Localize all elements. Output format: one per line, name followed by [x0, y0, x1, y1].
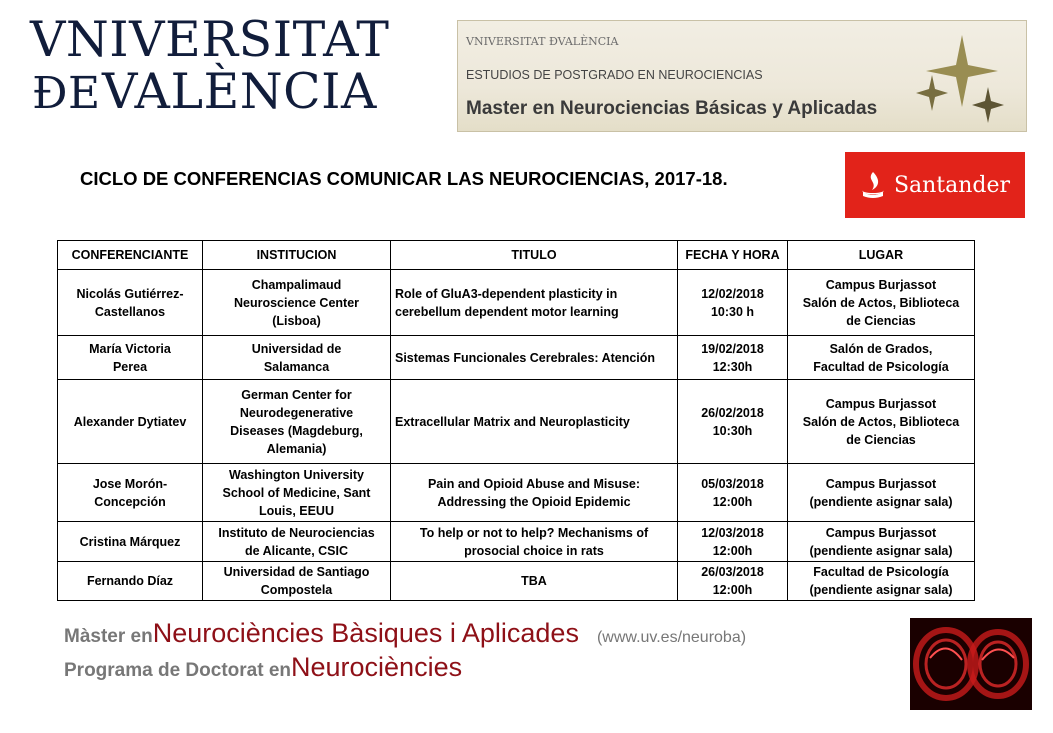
santander-logo [845, 152, 1025, 218]
brain-image [910, 618, 1032, 710]
header-institution: INSTITUCION [203, 241, 391, 270]
footer-master-prefix: Màster en [64, 626, 153, 647]
place-cell: Campus Burjassot Salón de Actos, Biblioteca de Ciencias [788, 380, 975, 464]
table-header-row [58, 241, 975, 270]
speaker-cell: Jose Morón- Concepción [58, 464, 203, 522]
header-place: LUGAR [788, 241, 975, 270]
speaker-cell: Alexander Dytiatev [58, 380, 203, 464]
datetime-cell: 12/02/2018 10:30 h [678, 270, 788, 336]
master-banner [457, 20, 1027, 132]
title-cell: Extracellular Matrix and Neuroplasticity [391, 380, 678, 464]
institution-cell: German Center for Neurodegenerative Diseases (Magdeburg, Alemania) [203, 380, 391, 464]
speaker-cell: Cristina Márquez [58, 522, 203, 562]
brain-slice-icon [910, 618, 1032, 710]
banner-master-title: Master en Neurociencias Básicas y Aplicadas [466, 98, 878, 119]
table-row [58, 380, 975, 464]
table-row [58, 464, 975, 522]
footer-master-name: Neurociències Bàsiques i Aplicades [152, 618, 579, 648]
title-cell: To help or not to help? Mechanisms of prosocial choice in rats [391, 522, 678, 562]
speaker-cell: Fernando Díaz [58, 562, 203, 601]
footer-doctorate-name: Neurociències [291, 652, 463, 682]
footer-master-line [64, 618, 746, 652]
table-row [58, 336, 975, 380]
title-cell: Sistemas Funcionales Cerebrales: Atención [391, 336, 678, 380]
university-name-line2: VALÈNCIA [102, 63, 377, 120]
conference-table [57, 240, 975, 601]
table-row [58, 270, 975, 336]
university-seal-icon [30, 68, 101, 119]
place-cell: Facultad de Psicología (pendiente asignar sala) [788, 562, 975, 601]
table-row [58, 562, 975, 601]
place-cell: Salón de Grados, Facultad de Psicología [788, 336, 975, 380]
title-cell: TBA [391, 562, 678, 601]
datetime-cell: 19/02/2018 12:30h [678, 336, 788, 380]
banner-program: ESTUDIOS DE POSTGRADO EN NEUROCIENCIAS [466, 68, 763, 82]
header-datetime: FECHA Y HORA [678, 241, 788, 270]
table-row [58, 522, 975, 562]
place-cell: Campus Burjassot (pendiente asignar sala) [788, 522, 975, 562]
flame-icon [860, 170, 886, 200]
institution-cell: Universidad de Santiago Compostela [203, 562, 391, 601]
header-speaker: CONFERENCIANTE [58, 241, 203, 270]
institution-cell: Washington University School of Medicine, Sant Louis, EEUU [203, 464, 391, 522]
footer [64, 618, 746, 686]
datetime-cell: 05/03/2018 12:00h [678, 464, 788, 522]
university-logo [30, 11, 390, 120]
place-cell: Campus Burjassot (pendiente asignar sala) [788, 464, 975, 522]
institution-cell: Instituto de Neurociencias de Alicante, CSIC [203, 522, 391, 562]
sponsor-name: Santander [893, 172, 1011, 198]
banner-university: VNIVERSITAT ÐVALÈNCIA [466, 35, 619, 48]
datetime-cell: 12/03/2018 12:00h [678, 522, 788, 562]
seal-letters: ÐE [32, 68, 101, 119]
footer-url[interactable]: (www.uv.es/neuroba) [596, 629, 747, 646]
speaker-cell: María Victoria Perea [58, 336, 203, 380]
footer-doctorate-prefix: Programa de Doctorat en [64, 660, 291, 681]
header-title: TITULO [391, 241, 678, 270]
datetime-cell: 26/03/2018 12:00h [678, 562, 788, 601]
page-title: CICLO DE CONFERENCIAS COMUNICAR LAS NEUROCIENCIAS, 2017-18. [80, 168, 728, 189]
place-cell: Campus Burjassot Salón de Actos, Biblioteca de Ciencias [788, 270, 975, 336]
institution-cell: Universidad de Salamanca [203, 336, 391, 380]
title-cell: Pain and Opioid Abuse and Misuse: Addressing the Opioid Epidemic [391, 464, 678, 522]
datetime-cell: 26/02/2018 10:30h [678, 380, 788, 464]
university-name-line1: VNIVERSITAT [30, 11, 390, 68]
institution-cell: Champalimaud Neuroscience Center (Lisboa) [203, 270, 391, 336]
stars-icon [902, 27, 1012, 127]
title-cell: Role of GluA3-dependent plasticity in cerebellum dependent motor learning [391, 270, 678, 336]
footer-doctorate-line [64, 652, 746, 686]
speaker-cell: Nicolás Gutiérrez- Castellanos [58, 270, 203, 336]
